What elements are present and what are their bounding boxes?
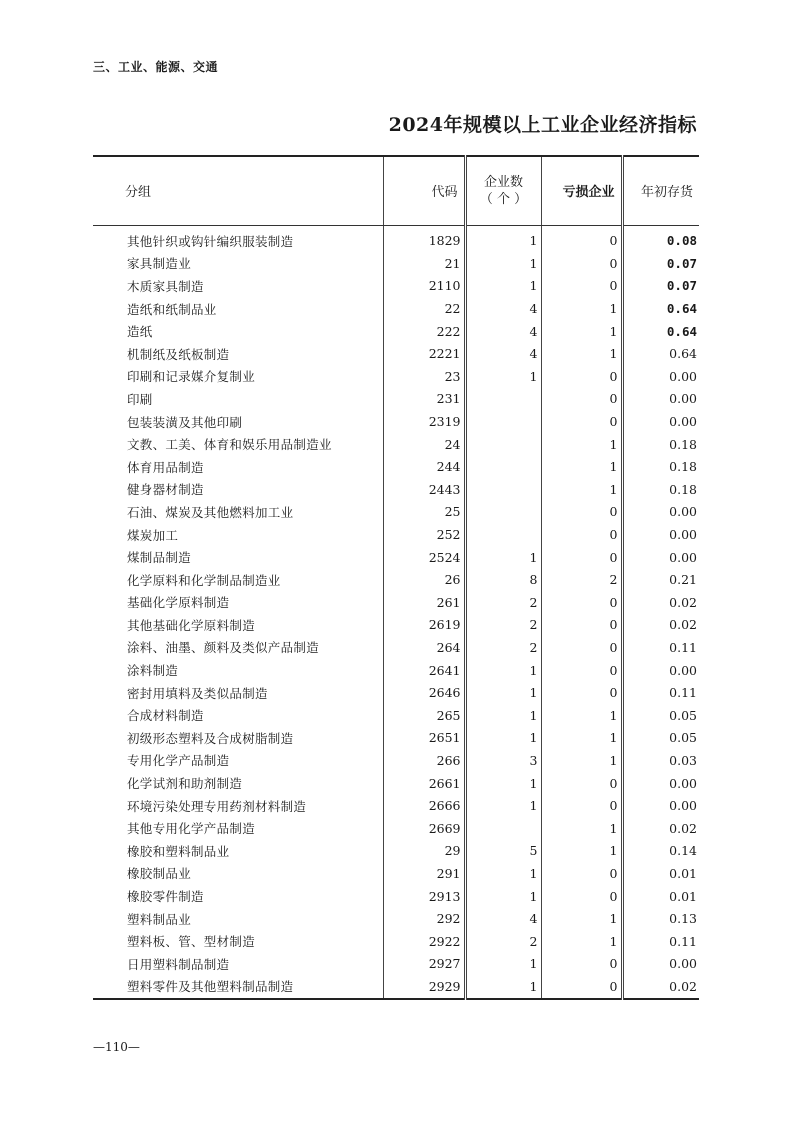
cell-beginning-inventory: 0.11 (622, 636, 699, 659)
table-row (93, 410, 699, 433)
cell-beginning-inventory: 0.02 (622, 614, 699, 637)
table-row (93, 225, 699, 252)
cell-loss-enterprises: 1 (541, 817, 622, 840)
cell-code: 22 (383, 297, 465, 320)
cell-group-name: 印刷和记录媒介复制业 (127, 369, 256, 385)
table-row (93, 433, 699, 456)
cell-code: 2666 (383, 794, 465, 817)
cell-loss-enterprises: 0 (541, 546, 622, 569)
section-heading: 三、工业、能源、交通 (93, 60, 219, 74)
cell-code: 21 (383, 252, 465, 275)
cell-group-name: 日用塑料制品制造 (127, 956, 230, 972)
cell-group-name: 包装装潢及其他印刷 (127, 414, 243, 430)
cell-code: 261 (383, 591, 465, 614)
cell-enterprise-count: 1 (465, 546, 541, 569)
table-row (93, 840, 699, 863)
cell-enterprise-count: 1 (465, 862, 541, 885)
cell-loss-enterprises: 1 (541, 727, 622, 750)
table-row (93, 275, 699, 298)
cell-loss-enterprises: 0 (541, 794, 622, 817)
cell-enterprise-count: 2 (465, 930, 541, 953)
table-row (93, 388, 699, 411)
cell-beginning-inventory: 0.07 (622, 275, 699, 298)
table-row (93, 659, 699, 682)
cell-beginning-inventory: 0.64 (622, 342, 699, 365)
cell-code: 252 (383, 523, 465, 546)
table-row (93, 794, 699, 817)
cell-code: 24 (383, 433, 465, 456)
cell-group-name: 初级形态塑料及合成树脂制造 (127, 730, 294, 746)
header-loss-enterprises: 亏损企业 (541, 156, 622, 225)
cell-group-name: 涂料、油墨、颜料及类似产品制造 (127, 640, 320, 656)
cell-enterprise-count: 4 (465, 907, 541, 930)
cell-group-name: 密封用填料及类似品制造 (127, 685, 268, 701)
cell-loss-enterprises: 0 (541, 681, 622, 704)
cell-enterprise-count: 8 (465, 568, 541, 591)
cell-group-name: 家具制造业 (127, 256, 192, 272)
cell-enterprise-count: 3 (465, 749, 541, 772)
cell-enterprise-count: 1 (465, 252, 541, 275)
cell-beginning-inventory: 0.01 (622, 862, 699, 885)
cell-loss-enterprises: 0 (541, 523, 622, 546)
cell-loss-enterprises: 2 (541, 568, 622, 591)
cell-loss-enterprises: 1 (541, 930, 622, 953)
cell-beginning-inventory: 0.08 (622, 225, 699, 252)
table-row (93, 907, 699, 930)
table-row (93, 568, 699, 591)
cell-code: 2319 (383, 410, 465, 433)
cell-beginning-inventory: 0.00 (622, 953, 699, 976)
table-row (93, 930, 699, 953)
cell-beginning-inventory: 0.02 (622, 591, 699, 614)
cell-beginning-inventory: 0.05 (622, 704, 699, 727)
cell-beginning-inventory: 0.18 (622, 433, 699, 456)
cell-group-name: 其他基础化学原料制造 (127, 617, 256, 633)
cell-enterprise-count (465, 478, 541, 501)
table-row (93, 614, 699, 637)
table-header-row (93, 156, 699, 225)
cell-beginning-inventory: 0.00 (622, 523, 699, 546)
cell-beginning-inventory: 0.03 (622, 749, 699, 772)
cell-code: 2661 (383, 772, 465, 795)
cell-code: 2221 (383, 342, 465, 365)
cell-code: 2927 (383, 953, 465, 976)
cell-enterprise-count: 1 (465, 225, 541, 252)
table-row (93, 523, 699, 546)
table-row (93, 297, 699, 320)
table-row (93, 591, 699, 614)
cell-group-name: 文教、工美、体育和娱乐用品制造业 (127, 437, 332, 453)
table-row (93, 636, 699, 659)
table-body (93, 225, 699, 999)
cell-code: 1829 (383, 225, 465, 252)
cell-beginning-inventory: 0.05 (622, 727, 699, 750)
header-enterprise-count (465, 156, 541, 225)
cell-loss-enterprises: 0 (541, 275, 622, 298)
cell-enterprise-count: 4 (465, 342, 541, 365)
cell-loss-enterprises: 1 (541, 455, 622, 478)
cell-loss-enterprises: 0 (541, 659, 622, 682)
table-row (93, 365, 699, 388)
cell-enterprise-count: 1 (465, 659, 541, 682)
cell-enterprise-count (465, 523, 541, 546)
cell-beginning-inventory: 0.64 (622, 297, 699, 320)
cell-code: 23 (383, 365, 465, 388)
table-row (93, 455, 699, 478)
cell-beginning-inventory: 0.07 (622, 252, 699, 275)
cell-beginning-inventory: 0.00 (622, 410, 699, 433)
cell-loss-enterprises: 1 (541, 433, 622, 456)
header-code: 代码 (383, 156, 465, 225)
cell-loss-enterprises: 0 (541, 953, 622, 976)
cell-group-name: 体育用品制造 (127, 459, 204, 475)
cell-group-name: 木质家具制造 (127, 278, 204, 294)
table-row (93, 681, 699, 704)
table-row (93, 546, 699, 569)
cell-beginning-inventory: 0.00 (622, 772, 699, 795)
page-number: —110— (93, 1040, 140, 1054)
cell-loss-enterprises: 0 (541, 885, 622, 908)
cell-code: 231 (383, 388, 465, 411)
table-row (93, 772, 699, 795)
header-group: 分组 (93, 156, 383, 225)
cell-group-name: 煤制品制造 (127, 550, 192, 566)
cell-beginning-inventory: 0.01 (622, 885, 699, 908)
table-row (93, 975, 699, 999)
cell-loss-enterprises: 1 (541, 840, 622, 863)
cell-enterprise-count: 5 (465, 840, 541, 863)
cell-beginning-inventory: 0.02 (622, 975, 699, 999)
industry-indicators-table (93, 155, 699, 1000)
table-row (93, 501, 699, 524)
cell-code: 2110 (383, 275, 465, 298)
cell-code: 244 (383, 455, 465, 478)
cell-loss-enterprises: 0 (541, 975, 622, 999)
cell-loss-enterprises: 0 (541, 772, 622, 795)
cell-beginning-inventory: 0.18 (622, 478, 699, 501)
cell-group-name: 塑料制品业 (127, 911, 192, 927)
cell-group-name: 造纸和纸制品业 (127, 301, 217, 317)
cell-code: 2929 (383, 975, 465, 999)
cell-enterprise-count (465, 433, 541, 456)
header-enterprise-count-label: 企业数 (483, 174, 523, 190)
cell-beginning-inventory: 0.00 (622, 501, 699, 524)
table-row (93, 749, 699, 772)
cell-group-name: 涂料制造 (127, 663, 179, 679)
cell-group-name: 化学原料和化学制品制造业 (127, 572, 281, 588)
cell-beginning-inventory: 0.14 (622, 840, 699, 863)
cell-loss-enterprises: 0 (541, 388, 622, 411)
cell-beginning-inventory: 0.13 (622, 907, 699, 930)
cell-code: 291 (383, 862, 465, 885)
cell-group-name: 健身器材制造 (127, 482, 204, 498)
table-row (93, 478, 699, 501)
table-row (93, 953, 699, 976)
cell-enterprise-count: 1 (465, 794, 541, 817)
cell-beginning-inventory: 0.64 (622, 320, 699, 343)
cell-enterprise-count: 1 (465, 704, 541, 727)
cell-loss-enterprises: 1 (541, 342, 622, 365)
cell-loss-enterprises: 0 (541, 252, 622, 275)
cell-group-name: 合成材料制造 (127, 708, 204, 724)
cell-code: 265 (383, 704, 465, 727)
cell-enterprise-count (465, 410, 541, 433)
cell-loss-enterprises: 0 (541, 591, 622, 614)
cell-code: 2443 (383, 478, 465, 501)
cell-group-name: 煤炭加工 (127, 527, 179, 543)
table-row (93, 727, 699, 750)
cell-beginning-inventory: 0.00 (622, 794, 699, 817)
cell-enterprise-count: 4 (465, 320, 541, 343)
cell-enterprise-count (465, 817, 541, 840)
cell-loss-enterprises: 0 (541, 225, 622, 252)
cell-group-name: 机制纸及纸板制造 (127, 346, 230, 362)
cell-group-name: 专用化学产品制造 (127, 753, 230, 769)
cell-group-name: 橡胶和塑料制品业 (127, 843, 230, 859)
cell-enterprise-count (465, 388, 541, 411)
header-enterprise-count-unit: （ 个 ） (479, 191, 528, 207)
cell-group-name: 塑料零件及其他塑料制品制造 (93, 975, 383, 999)
cell-enterprise-count (465, 501, 541, 524)
cell-group-name: 橡胶零件制造 (127, 889, 204, 905)
table-row (93, 704, 699, 727)
table-row (93, 252, 699, 275)
cell-loss-enterprises: 1 (541, 907, 622, 930)
cell-loss-enterprises: 0 (541, 636, 622, 659)
cell-enterprise-count: 1 (465, 772, 541, 795)
cell-enterprise-count: 1 (465, 975, 541, 999)
cell-code: 26 (383, 568, 465, 591)
cell-enterprise-count: 2 (465, 591, 541, 614)
cell-code: 2641 (383, 659, 465, 682)
cell-loss-enterprises: 0 (541, 410, 622, 433)
cell-enterprise-count: 1 (465, 275, 541, 298)
header-beginning-inventory: 年初存货 (622, 156, 699, 225)
cell-code: 2651 (383, 727, 465, 750)
cell-code: 2524 (383, 546, 465, 569)
cell-enterprise-count: 4 (465, 297, 541, 320)
cell-beginning-inventory: 0.02 (622, 817, 699, 840)
cell-beginning-inventory: 0.11 (622, 930, 699, 953)
cell-code: 2922 (383, 930, 465, 953)
table-row (93, 817, 699, 840)
cell-enterprise-count: 1 (465, 953, 541, 976)
cell-group-name: 造纸 (127, 324, 153, 340)
cell-enterprise-count: 1 (465, 365, 541, 388)
cell-enterprise-count: 2 (465, 614, 541, 637)
cell-enterprise-count: 1 (465, 885, 541, 908)
cell-beginning-inventory: 0.00 (622, 388, 699, 411)
cell-group-name: 其他针织或钩针编织服装制造 (127, 233, 294, 249)
cell-beginning-inventory: 0.00 (622, 546, 699, 569)
cell-beginning-inventory: 0.11 (622, 681, 699, 704)
cell-beginning-inventory: 0.18 (622, 455, 699, 478)
cell-code: 2669 (383, 817, 465, 840)
cell-code: 292 (383, 907, 465, 930)
cell-group-name: 其他专用化学产品制造 (127, 821, 256, 837)
cell-enterprise-count: 2 (465, 636, 541, 659)
cell-loss-enterprises: 1 (541, 704, 622, 727)
cell-loss-enterprises: 1 (541, 320, 622, 343)
cell-loss-enterprises: 1 (541, 297, 622, 320)
cell-code: 2646 (383, 681, 465, 704)
cell-loss-enterprises: 1 (541, 478, 622, 501)
cell-group-name: 塑料板、管、型材制造 (127, 934, 256, 950)
table-row (93, 320, 699, 343)
cell-group-name: 环境污染处理专用药剂材料制造 (127, 798, 307, 814)
table-row (93, 342, 699, 365)
cell-beginning-inventory: 0.21 (622, 568, 699, 591)
cell-enterprise-count: 1 (465, 727, 541, 750)
table-row (93, 862, 699, 885)
cell-enterprise-count (465, 455, 541, 478)
cell-code: 222 (383, 320, 465, 343)
cell-code: 2913 (383, 885, 465, 908)
cell-enterprise-count: 1 (465, 681, 541, 704)
cell-code: 2619 (383, 614, 465, 637)
cell-beginning-inventory: 0.00 (622, 659, 699, 682)
cell-loss-enterprises: 0 (541, 614, 622, 637)
cell-group-name: 石油、煤炭及其他燃料加工业 (127, 504, 294, 520)
cell-group-name: 基础化学原料制造 (127, 595, 230, 611)
page-title: 2024年规模以上工业企业经济指标 (388, 114, 697, 136)
cell-code: 29 (383, 840, 465, 863)
cell-code: 266 (383, 749, 465, 772)
cell-loss-enterprises: 0 (541, 501, 622, 524)
cell-beginning-inventory: 0.00 (622, 365, 699, 388)
cell-loss-enterprises: 1 (541, 749, 622, 772)
table-row (93, 885, 699, 908)
cell-code: 25 (383, 501, 465, 524)
cell-group-name: 化学试剂和助剂制造 (127, 776, 243, 792)
cell-group-name: 橡胶制品业 (127, 866, 192, 882)
cell-loss-enterprises: 0 (541, 862, 622, 885)
cell-code: 264 (383, 636, 465, 659)
cell-loss-enterprises: 0 (541, 365, 622, 388)
cell-group-name: 印刷 (127, 391, 153, 407)
